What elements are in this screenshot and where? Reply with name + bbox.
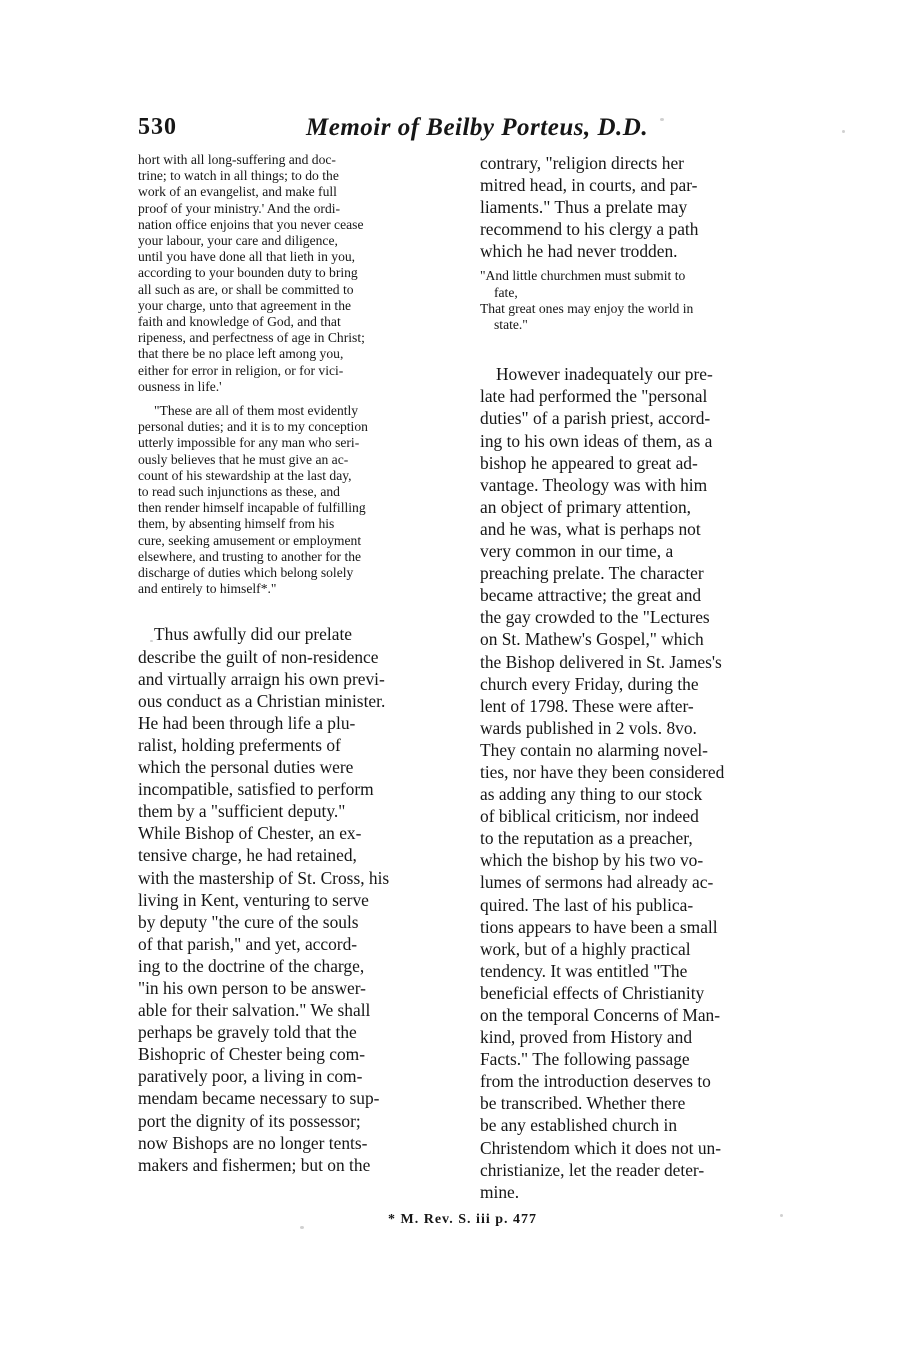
left-column — [138, 152, 476, 1176]
text-line: makers and fishermen; but on the — [138, 1154, 371, 1175]
text-line: able for their salvation." We shall — [138, 1000, 371, 1021]
spacer — [480, 333, 815, 363]
text-line: hort with all long-suffering and doc- — [138, 152, 336, 167]
text-line: either for error in religion, or for vici- — [138, 362, 344, 378]
text-line: tions appears to have been a small — [480, 916, 718, 937]
text-line: on St. Mathew's Gospel," which — [480, 629, 704, 650]
text-line: perhaps be gravely told that the — [138, 1022, 357, 1043]
text-line: He had been through life a plu- — [138, 712, 356, 733]
text-line: that there be no place left among you, — [138, 346, 344, 362]
text-line: "in his own person to be answer- — [138, 977, 366, 998]
text-line: "And little churchmen must submit to — [480, 268, 686, 284]
text-line: them, by absenting himself from his — [138, 516, 335, 532]
text-line: and entirely to himself*." — [138, 581, 277, 597]
text-line: vantage. Theology was with him — [480, 474, 708, 495]
text-line: contrary, "religion directs her — [480, 153, 684, 173]
text-line: christianize, let the reader deter- — [480, 1159, 705, 1180]
body-paragraph — [138, 623, 476, 1175]
text-line: ralist, holding preferments of — [138, 734, 341, 755]
text-line: and he was, what is perhaps not — [480, 518, 701, 539]
text-line: "These are all of them most evidently — [154, 403, 359, 419]
text-line: personal duties; and it is to my conception — [138, 419, 368, 435]
text-line: be transcribed. Whether there — [480, 1093, 686, 1114]
text-line: the Bishop delivered in St. James's — [480, 651, 722, 672]
text-line: living in Kent, venturing to serve — [138, 889, 369, 910]
text-line: beneficial effects of Christianity — [480, 982, 705, 1003]
page-number: 530 — [138, 114, 177, 140]
text-line: Christendom which it does not un- — [480, 1137, 722, 1158]
text-line: an object of primary attention, — [480, 496, 692, 517]
text-line: Facts." The following passage — [480, 1049, 690, 1070]
text-line: nation office enjoins that you never cease — [138, 216, 364, 232]
text-line: trine; to watch in all things; to do the — [138, 168, 339, 184]
text-line: your charge, unto that agreement in the — [138, 297, 352, 313]
text-line: count of his stewardship at the last day, — [138, 467, 352, 483]
text-line: incompatible, satisfied to perform — [138, 779, 374, 800]
text-line: state." — [494, 317, 528, 333]
text-line: church every Friday, during the — [480, 673, 699, 694]
text-line: until you have done all that lieth in you, — [138, 249, 356, 265]
text-line: which he had never trodden. — [480, 241, 678, 262]
text-line: ing to the doctrine of the charge, — [138, 955, 365, 976]
text-line: to read such injunctions as these, and — [138, 484, 340, 500]
text-line: from the introduction deserves to — [480, 1071, 711, 1092]
text-line: paratively poor, a living in com- — [138, 1066, 363, 1087]
text-line: ously believes that he must give an ac- — [138, 451, 349, 467]
text-line: them by a "sufficient deputy." — [138, 801, 346, 822]
text-line: utterly impossible for any man who seri- — [138, 435, 360, 451]
text-line: elsewhere, and trusting to another for the — [138, 548, 362, 564]
text-line: became attractive; the great and — [480, 585, 702, 606]
text-line: mitred head, in courts, and par- — [480, 175, 698, 196]
text-line: While Bishop of Chester, an ex- — [138, 823, 362, 844]
text-line: work of an evangelist, and make full — [138, 184, 337, 200]
text-line: faith and knowledge of God, and that — [138, 314, 341, 330]
text-line: However inadequately our pre- — [496, 364, 713, 385]
text-line: bishop he appeared to great ad- — [480, 452, 698, 473]
spacer — [138, 597, 476, 623]
text-line: mendam became necessary to sup- — [138, 1088, 380, 1109]
text-line: ties, nor have they been considered — [480, 761, 725, 782]
text-line: your labour, your care and diligence, — [138, 233, 338, 249]
right-column — [480, 152, 815, 1203]
text-line: late had performed the "personal — [480, 386, 708, 407]
text-line: liaments." Thus a prelate may — [480, 197, 688, 218]
scan-speck — [842, 130, 845, 133]
text-line: preaching prelate. The character — [480, 563, 704, 584]
text-line: of biblical criticism, nor indeed — [480, 806, 699, 827]
text-line: now Bishops are no longer tents- — [138, 1132, 368, 1153]
text-line: That great ones may enjoy the world in — [480, 300, 694, 316]
text-line: tensive charge, he had retained, — [138, 845, 357, 866]
text-line: port the dignity of its possessor; — [138, 1110, 361, 1131]
text-line: be any established church in — [480, 1115, 678, 1136]
text-line: ripeness, and perfectness of age in Christ; — [138, 330, 365, 346]
quotation-block-2 — [138, 403, 476, 597]
text-line: according to your bounden duty to bring — [138, 265, 358, 281]
quotation-block — [138, 152, 476, 395]
text-line: Bishopric of Chester being com- — [138, 1044, 365, 1065]
text-line: ousness in life.' — [138, 378, 222, 394]
text-line: to the reputation as a preacher, — [480, 828, 693, 849]
text-line: kind, proved from History and — [480, 1027, 693, 1048]
text-line: and virtually arraign his own previ- — [138, 668, 385, 689]
text-line: with the mastership of St. Cross, his — [138, 867, 390, 888]
text-line: mine. — [480, 1181, 520, 1202]
text-line: wards published in 2 vols. 8vo. — [480, 717, 697, 738]
verse-quotation — [480, 268, 815, 333]
running-title: Memoir of Beilby Porteus, D.D. — [306, 114, 649, 141]
text-line: describe the guilt of non-residence — [138, 646, 379, 667]
text-line: of that parish," and yet, accord- — [138, 933, 358, 954]
text-line: discharge of duties which belong solely — [138, 565, 354, 581]
text-line: lumes of sermons had already ac- — [480, 872, 714, 893]
text-line: ous conduct as a Christian minister. — [138, 690, 386, 711]
scan-speck — [660, 118, 664, 121]
scan-speck — [300, 1226, 304, 1229]
text-line: tendency. It was entitled "The — [480, 960, 688, 981]
footnote: * M. Rev. S. iii p. 477 — [388, 1212, 538, 1227]
text-line: very common in our time, a — [480, 541, 674, 562]
text-line: all such as are, or shall be committed to — [138, 281, 354, 297]
text-line: by deputy "the cure of the souls — [138, 911, 359, 932]
body-paragraph — [480, 363, 815, 1203]
text-line: ing to his own ideas of them, as a — [480, 430, 713, 451]
text-line: the gay crowded to the "Lectures — [480, 607, 710, 628]
text-line: recommend to his clergy a path — [480, 219, 699, 240]
text-line: lent of 1798. These were after- — [480, 695, 694, 716]
text-line: cure, seeking amusement or employment — [138, 532, 362, 548]
text-line: as adding any thing to our stock — [480, 784, 703, 805]
text-line: proof of your ministry.' And the ordi- — [138, 200, 341, 216]
text-line: Thus awfully did our prelate — [154, 624, 353, 645]
scan-speck — [780, 1214, 783, 1217]
text-line: which the personal duties were — [138, 757, 354, 778]
text-line: quired. The last of his publica- — [480, 894, 694, 915]
text-line: on the temporal Concerns of Man- — [480, 1005, 721, 1025]
text-line: They contain no alarming novel- — [480, 739, 708, 760]
text-line: work, but of a highly practical — [480, 938, 691, 959]
body-paragraph-continued — [480, 152, 815, 262]
spacer — [138, 395, 476, 403]
text-line: duties" of a parish priest, accord- — [480, 408, 711, 429]
text-line: which the bishop by his two vo- — [480, 850, 704, 871]
scan-speck — [150, 640, 153, 642]
text-line: fate, — [494, 284, 518, 300]
text-line: then render himself incapable of fulfilling — [138, 500, 366, 516]
page-header — [138, 112, 758, 152]
